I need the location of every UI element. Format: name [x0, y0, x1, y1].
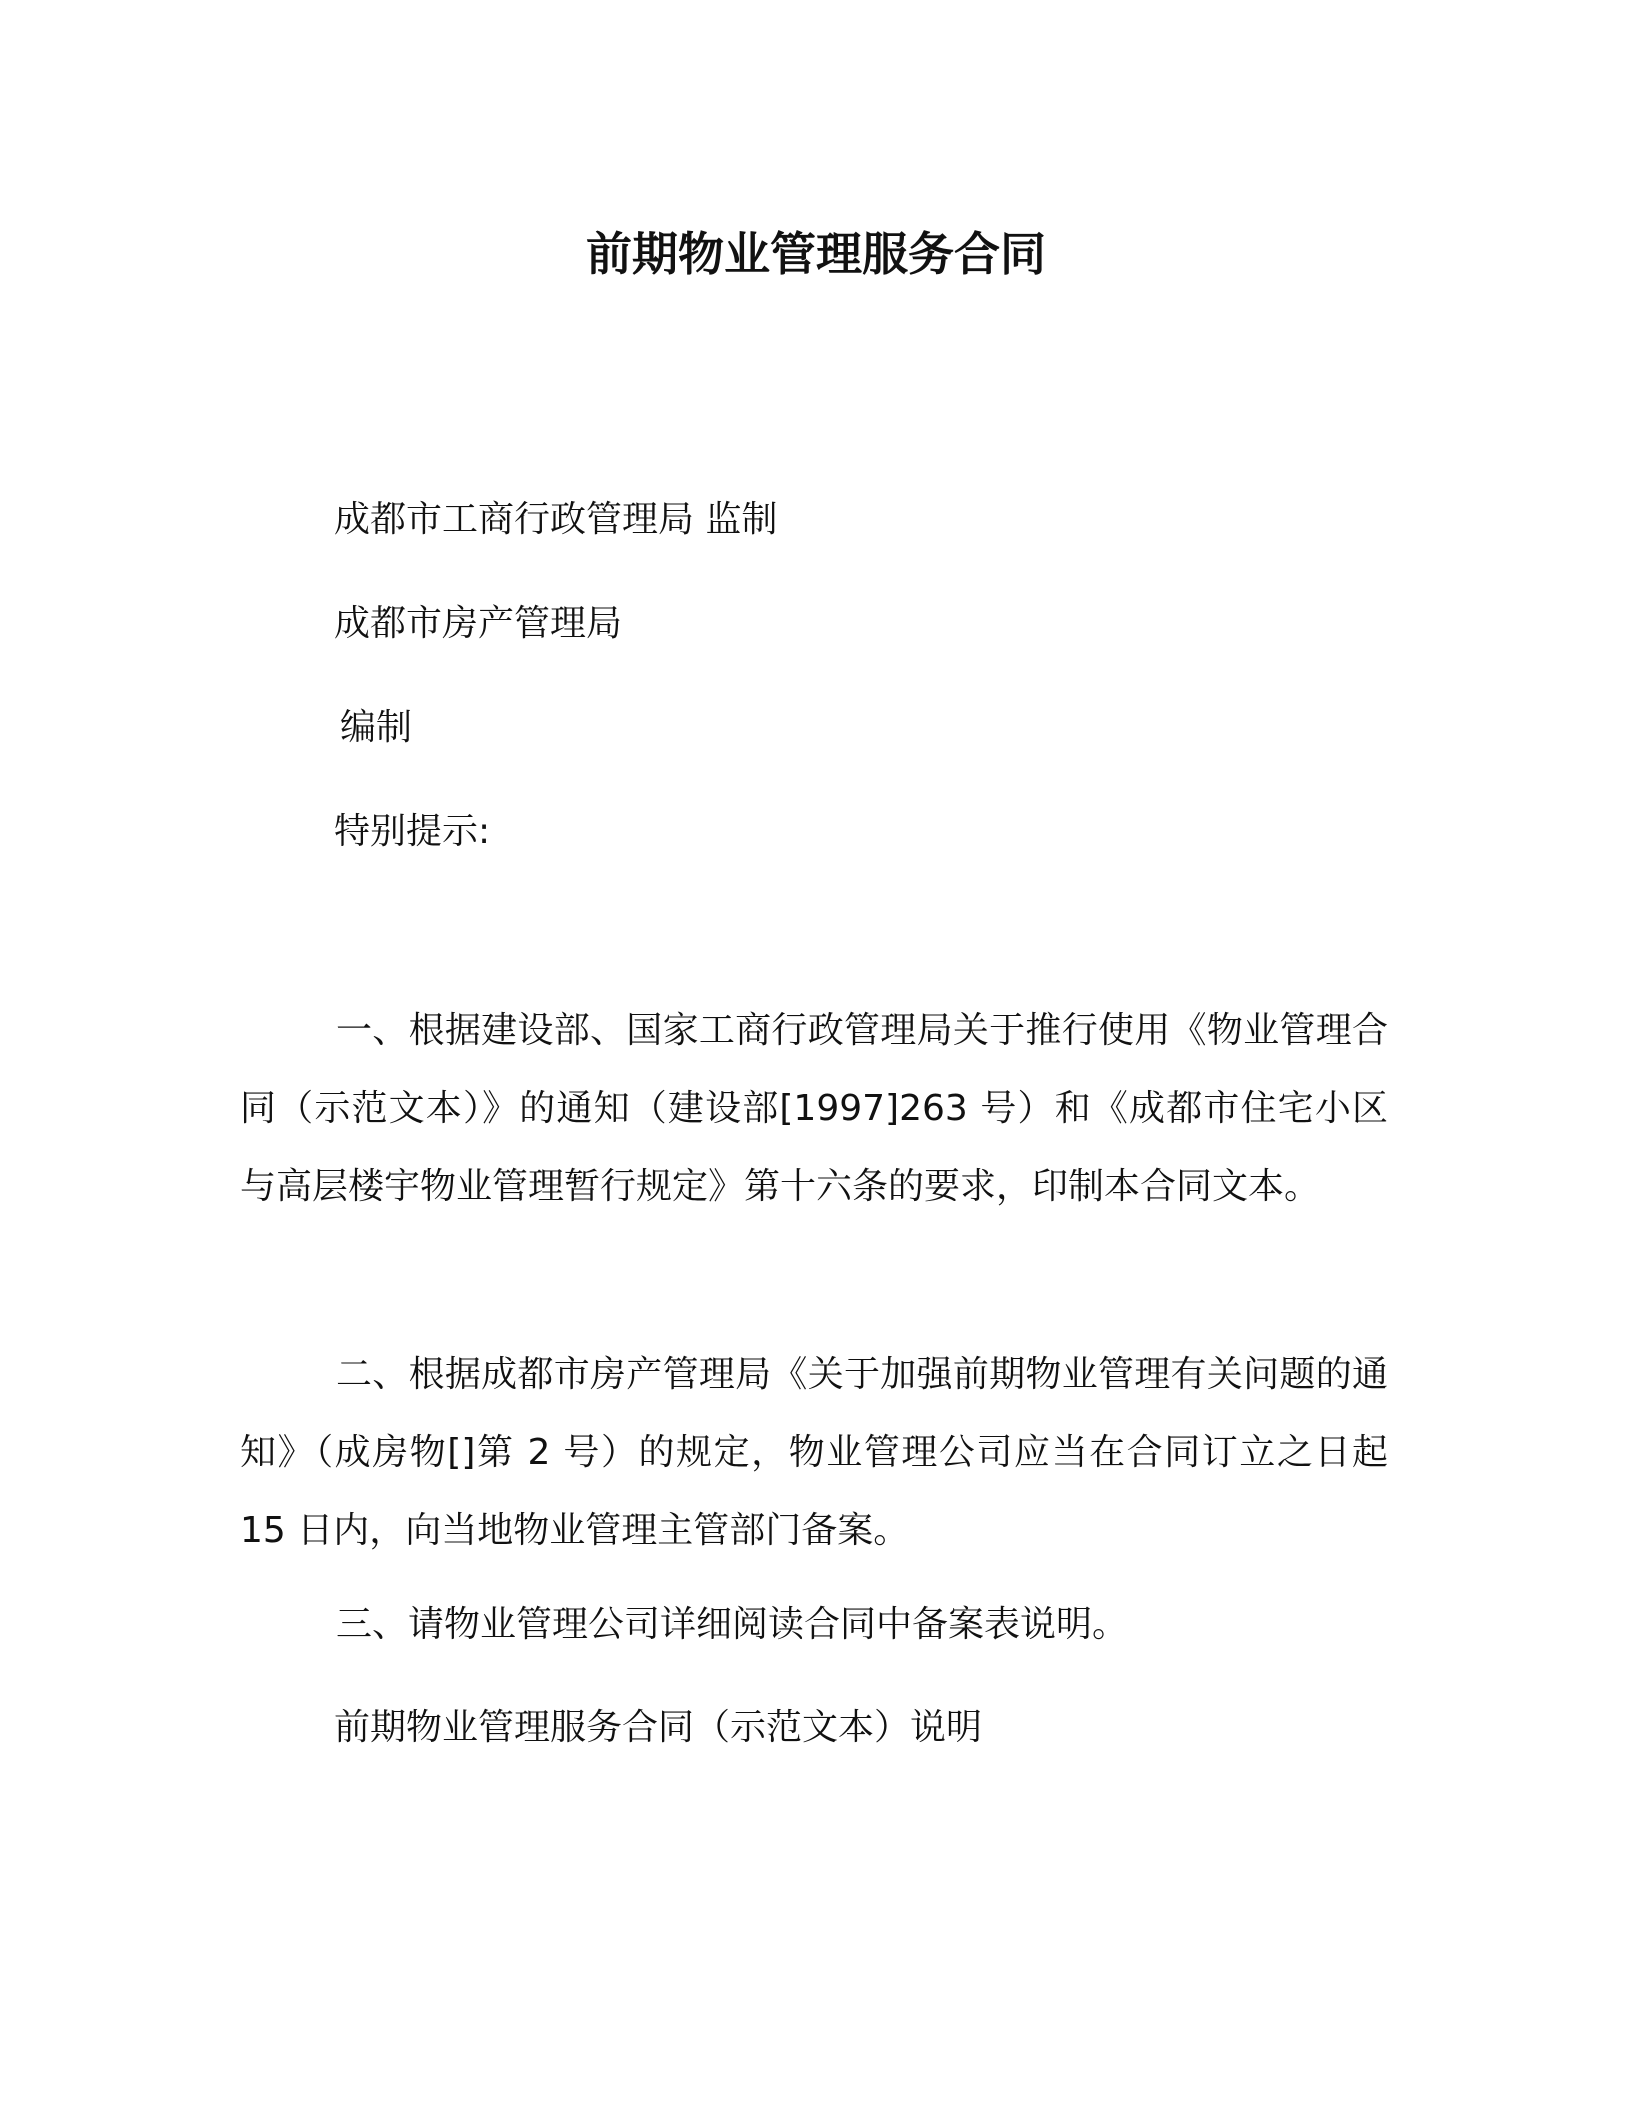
note-paragraph-2: 二、根据成都市房产管理局《关于加强前期物业管理有关问题的通知》（成房物[]第 2 号）的规定，物业管理公司应当在合同订立之日起 15 日内，向当地物业管理主管部门备案。: [240, 1354, 1388, 1551]
compiler-org: 成都市房产管理局: [334, 603, 623, 644]
note-paragraph-1: 一、根据建设部、国家工商行政管理局关于推行使用《物业管理合同（示范文本）》的通知（建设部[1997]263 号）和《成都市住宅小区与高层楼宇物业管理暂行规定》第十六条的要求，印制本合同文本。: [240, 1010, 1388, 1207]
supervisor-line: 成都市工商行政管理局 监制: [334, 499, 778, 540]
note-paragraph-3: 三、请物业管理公司详细阅读合同中备案表说明。: [336, 1604, 1129, 1645]
notice-heading: 特别提示:: [334, 811, 491, 852]
explanation-heading: 前期物业管理服务合同（示范文本）说明: [334, 1707, 983, 1748]
document-title: 前期物业管理服务合同: [586, 227, 1046, 281]
compiled-label: 编制: [340, 707, 413, 748]
